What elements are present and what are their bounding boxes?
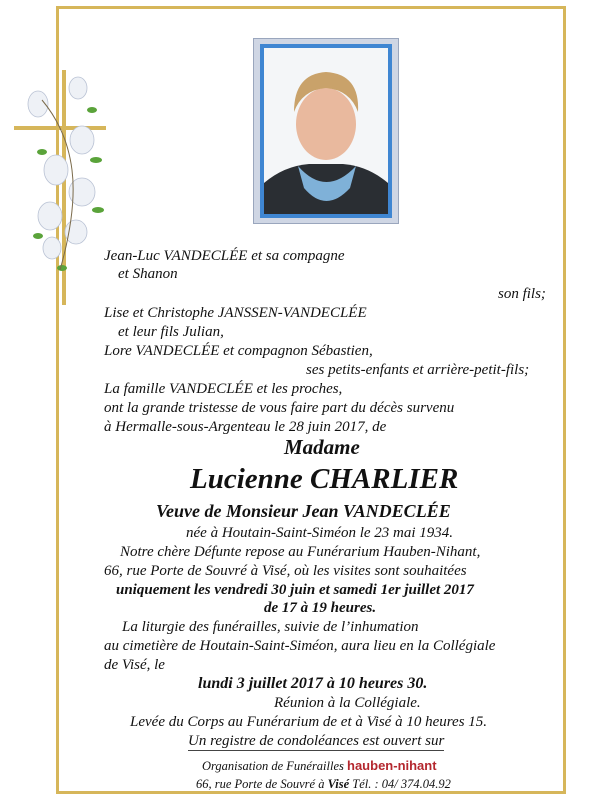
details-line-5: La liturgie des funérailles, suivie de l’inhumation [122,619,419,635]
family-line-9: ont la grande tristesse de vous faire part du décès survenu [104,400,455,416]
details-line-9: Réunion à la Collégiale. [274,695,421,711]
deceased-title: Madame [284,435,360,459]
footer-org-line [202,757,437,775]
portrait-frame [253,38,399,224]
family-line-2: et Shanon [118,266,178,282]
details-line-7: de Visé, le [104,657,165,673]
footer-address-line [196,775,451,793]
family-line-4: Lise et Christophe JANSSEN-VANDECLÉE [104,305,367,321]
footer-tel: Tél. : 04/ 374.04.92 [352,777,451,791]
family-line-10: à Hermalle-sous-Argenteau le 28 juin 2017, de [104,419,387,435]
family-line-7: ses petits-enfants et arrière-petit-fils; [306,362,530,378]
cross-with-flowers-icon [12,60,108,310]
deceased-widow: Veuve de Monsieur Jean VANDECLÉE [156,501,451,521]
footer-city: Visé [327,777,350,791]
portrait-photo [264,48,388,214]
deceased-birth: née à Houtain-Saint-Siméon le 23 mai 1934. [186,525,454,541]
details-line-2: 66, rue Porte de Souvré à Visé, où les visites sont souhaitées [104,563,467,579]
family-line-1: Jean-Luc VANDECLÉE et sa compagne [104,248,345,264]
details-line-4: de 17 à 19 heures. [264,600,377,616]
family-line-5: et leur fils Julian, [118,324,224,340]
family-line-6: Lore VANDECLÉE et compagnon Sébastien, [104,343,373,359]
details-line-8: lundi 3 juillet 2017 à 10 heures 30. [198,675,428,692]
details-line-3: uniquement les vendredi 30 juin et samedi 1er juillet 2017 [116,582,474,598]
family-line-3: son fils; [498,286,546,302]
details-line-10: Levée du Corps au Funérarium de et à Visé à 10 heures 15. [130,714,488,730]
details-line-1: Notre chère Défunte repose au Funérarium Hauben-Nihant, [120,544,481,560]
footer-brand: hauben-nihant [347,758,437,773]
footer-org-prefix: Organisation de Funérailles [202,759,344,773]
condolence-register-line [188,732,444,750]
family-line-8: La famille VANDECLÉE et les proches, [104,381,343,397]
deceased-name: Lucienne CHARLIER [190,463,459,495]
footer-address: 66, rue Porte de Souvré à [196,777,325,791]
details-line-11: Un registre de condoléances est ouvert sur [188,733,445,749]
details-line-6: au cimetière de Houtain-Saint-Siméon, aura lieu en la Collégiale [104,638,496,654]
